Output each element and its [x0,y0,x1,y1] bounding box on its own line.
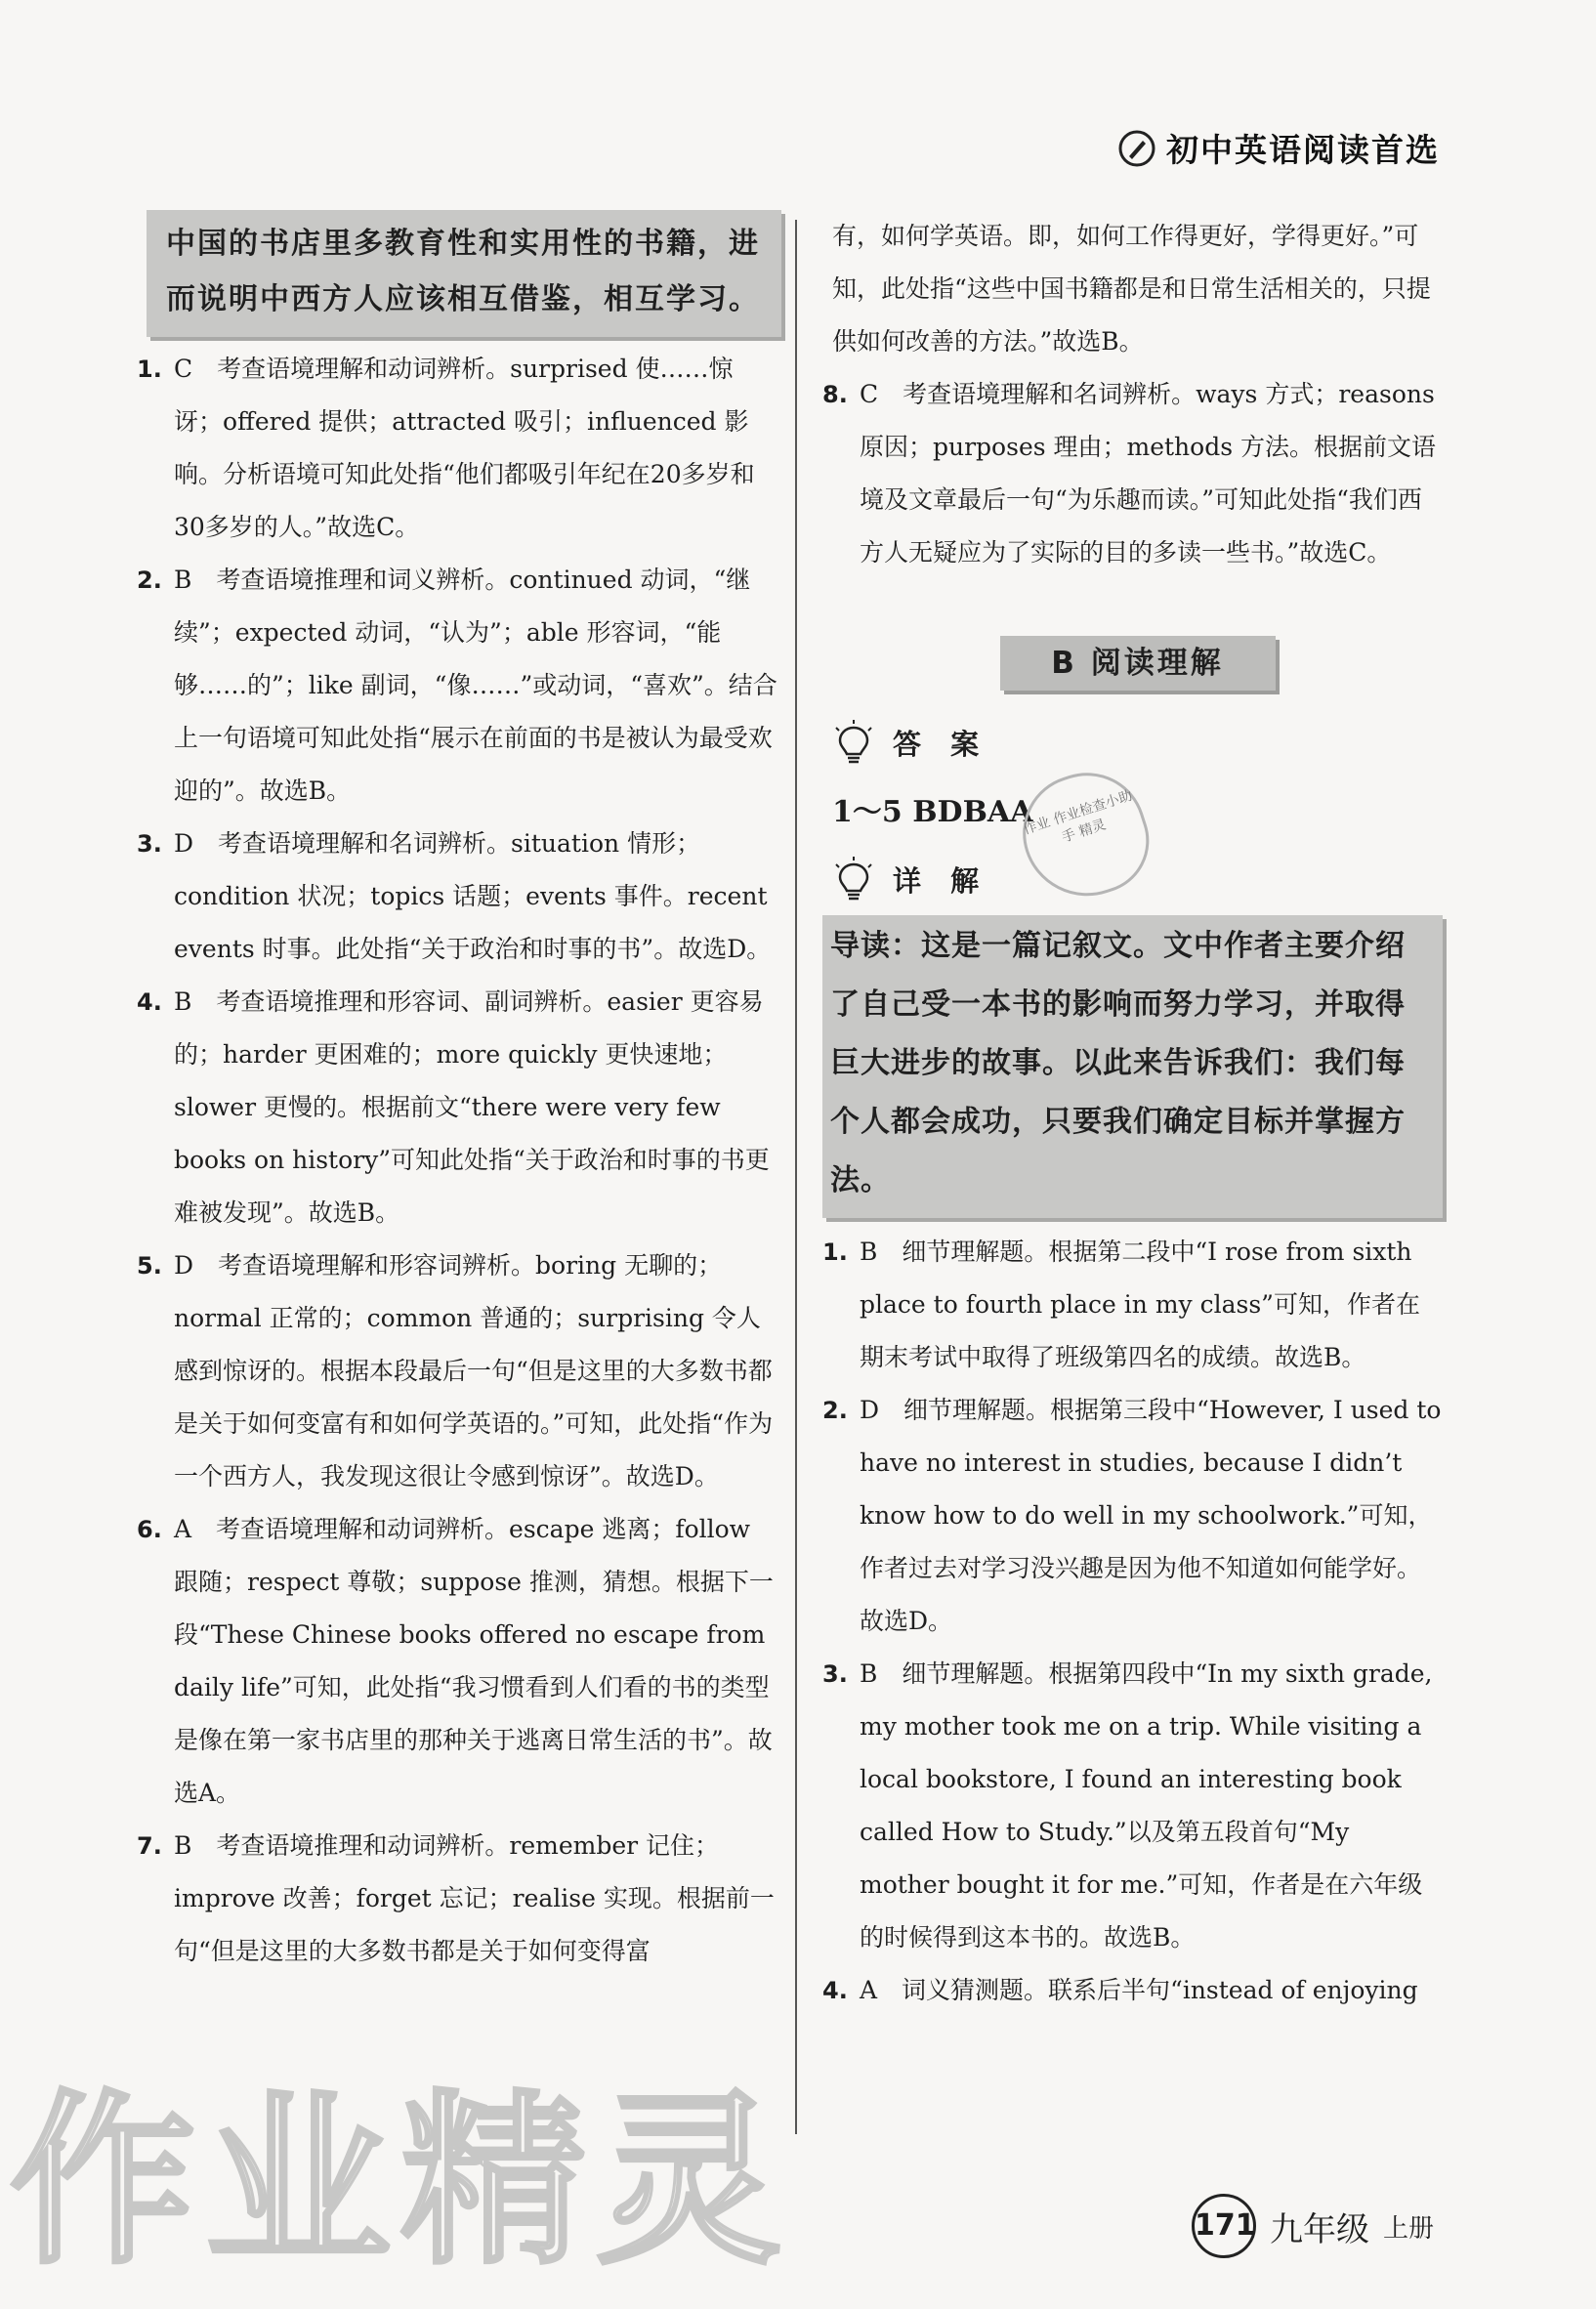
header [1117,125,1440,171]
answer-item [137,343,781,554]
answer-item [822,1384,1443,1648]
item-number: 1. [137,356,162,383]
continued-text: 有，如何学英语。即，如何工作得更好，学得更好。”可知，此处指“这些中国书籍都是和日常生活相关的，只提供如何改善的方法。”故选B。 [832,222,1431,356]
item-number: 3. [137,830,162,858]
lightbulb-icon [832,857,875,905]
item-number: 4. [822,1977,848,2004]
stamp-text: 作业 作业检查小助手 精灵 [1021,787,1135,846]
column-divider [795,220,797,2134]
item-text: A 词义猜测题。联系后半句“instead of enjoying [860,1976,1418,2004]
item-text: B 考查语境推理和形容词、副词辨析。easier 更容易的；harder 更困难的；more quickly 更快速地；slower 更慢的。根据前文“there were very few books on history”可知此处指“关于政治和时事的书更难被发现”。故选B。 [174,987,770,1227]
item-number: 3. [822,1660,848,1688]
item-text: B 细节理解题。根据第二段中“I rose from sixth place to fourth place in my class”可知，作者在期末考试中取得了班级第四名的成绩。故选B。 [860,1238,1420,1371]
item-text: D 细节理解题。根据第三段中“However, I used to have no interest in studies, because I didn’t know how to do well in my schoolwork.”可知，作者过去对学习没兴趣是因为他不知道如何能学好。故选D。 [860,1396,1442,1635]
watermark: 作业精灵 [10,2074,792,2289]
answer-item [822,1226,1443,1384]
answer-label: 答 案 [893,728,989,761]
item-number: 1. [822,1238,848,1266]
answer-item [137,554,781,818]
answer-key: 1～5 BDBAA [832,795,1033,829]
item-number: 5. [137,1252,162,1280]
right-column [822,210,1443,2017]
answer-item [137,1820,781,1978]
answer-label-row [832,710,1443,778]
item-number: 6. [137,1516,162,1543]
item-text: C 考查语境理解和动词辨析。surprised 使……惊讶；offered 提供；attracted 吸引；influenced 影响。分析语境可知此处指“他们都吸引年纪在20多岁和30多岁的人。”故选C。 [174,355,755,541]
answer-item [137,818,781,976]
item-text: A 考查语境理解和动词辨析。escape 逃离；follow 跟随；respect 尊敬；suppose 推测，猜想。根据下一段“These Chinese books offered no escape from daily life”可知，此处指“我习惯看到人们看的书的类型是像在第一家书店里的那种关于逃离日常生活的书”。故选A。 [174,1515,774,1807]
detail-label: 详 解 [893,864,989,898]
item-number: 8. [822,381,848,408]
item-text: D 考查语境理解和形容词辨析。boring 无聊的；normal 正常的；common 普通的；surprising 令人感到惊讶的。根据本段最后一句“但是这里的大多数书都是关于如何变富有和如何学英语的。”可知，此处指“作为一个西方人，我发现这很让令感到惊讶”。故选D。 [174,1251,774,1490]
footer [1192,2194,1434,2258]
intro-summary-box: 中国的书店里多教育性和实用性的书籍，进而说明中西方人应该相互借鉴，相互学习。 [147,210,781,337]
answer-item [137,1239,781,1503]
item-text: B 考查语境推理和动词辨析。remember 记住；improve 改善；forget 忘记；realise 实现。根据前一句“但是这里的大多数书都是关于如何变得富 [174,1831,775,1965]
page-number: 171 [1192,2194,1256,2258]
left-column [137,210,781,1978]
pen-circle-icon [1117,129,1156,168]
answer-item [137,1503,781,1820]
reading-guide-box: 导读：这是一篇记叙文。文中作者主要介绍了自己受一本书的影响而努力学习，并取得巨大进步的故事。以此来告诉我们：我们每个人都会成功，只要我们确定目标并掌握方法。 [822,915,1443,1218]
footer-volume: 上册 [1382,2213,1434,2244]
section-title: B 阅读理解 [1000,636,1276,691]
answer-item [822,1964,1443,2017]
item-number: 4. [137,988,162,1016]
item-text: B 细节理解题。根据第四段中“In my sixth grade, my mother took me on a trip. While visiting a local bookstore, I found an interesting book called How to Study.”以及第五段首句“My mother bought it for me.”可知，作者是在六年级的时候得到这本书的。故选B。 [860,1659,1433,1952]
item-text: D 考查语境理解和名词辨析。situation 情形；condition 状况；topics 话题；events 事件。recent events 时事。此处指“关于政治和时事的书”。故选D。 [174,829,772,963]
footer-grade: 九年级 [1269,2209,1369,2249]
item-number: 7. [137,1832,162,1860]
item-text: B 考查语境推理和词义辨析。continued 动词，“继续”；expected 动词，“认为”；able 形容词，“能够……的”；like 副词，“像……”或动词，“喜欢”。结合上一句语境可知此处指“展示在前面的书是被认为最受欢迎的”。故选B。 [174,566,777,805]
lightbulb-icon [832,720,875,769]
answer-item [822,368,1443,579]
item-text: C 考查语境理解和名词辨析。ways 方式；reasons 原因；purposes 理由；methods 方法。根据前文语境及文章最后一句“为乐趣而读。”可知此处指“我们西方人无疑应为了实际的目的多读一些书。”故选C。 [860,380,1436,567]
item-number: 2. [137,567,162,594]
item-number: 2. [822,1397,848,1424]
answer-item [822,1648,1443,1964]
header-title: 初中英语阅读首选 [1166,131,1440,169]
answer-item [137,976,781,1239]
